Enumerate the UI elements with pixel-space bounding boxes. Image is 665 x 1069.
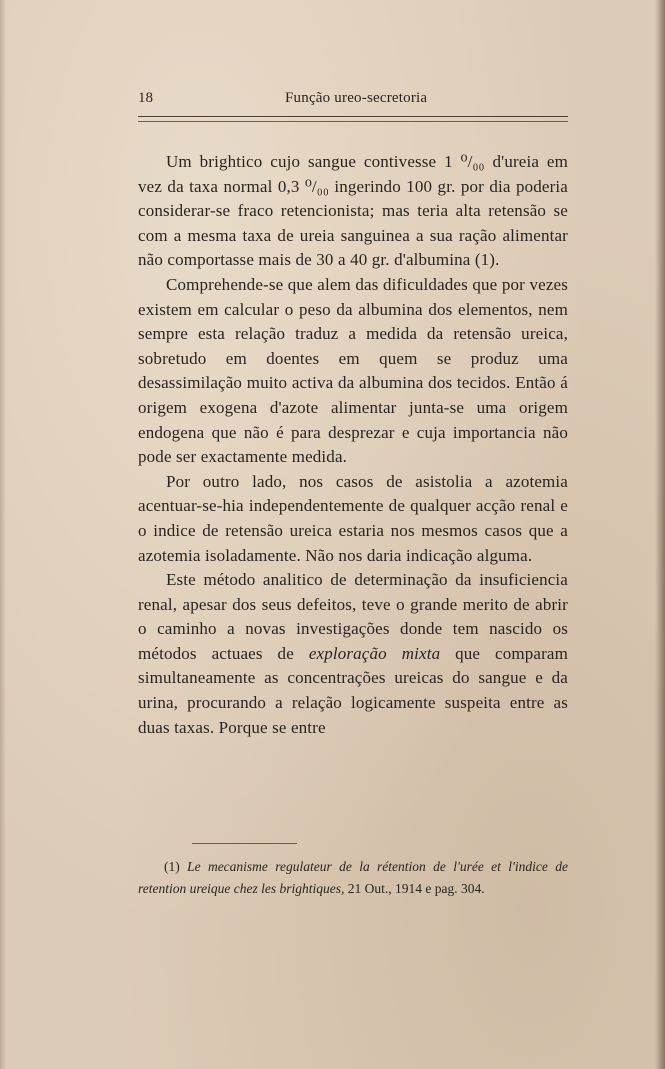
page-right-edge-shadow xyxy=(655,0,665,1069)
paragraph xyxy=(138,150,568,273)
text-run: Este método analitico de determinação da insuficiencia renal, apesar dos seus defeitos, teve o grande merito de abrir o caminho a novas investigações donde tem nascido os métodos actuaes de xyxy=(138,570,568,663)
page-header xyxy=(138,88,568,110)
text-run: (1) xyxy=(164,859,188,874)
paragraph xyxy=(138,273,568,470)
text-run: que comparam simultaneamente as concentrações ureicas do sangue e da urina, procurando a relação logicamente suspeita entre as duas taxas. Porque se entre xyxy=(138,643,568,737)
italic-text: Le mecanisme regulateur de la rétention de l'urée et l'indice de retention ureique chez les brightiques, xyxy=(138,859,568,896)
page-left-edge-shadow xyxy=(0,0,6,1069)
text-run: Por outro lado, nos casos de asistolia a azotemia acentuar-se-hia independentemente de qualquer acção renal e o indice de retensão ureica estaria nos mesmos casos que a azotemia isoladamente. Não nos daria indicação alguma. xyxy=(138,471,568,565)
paragraph xyxy=(138,568,568,740)
italic-text: exploração mixta xyxy=(308,643,441,663)
footnote xyxy=(138,856,568,900)
text-run: 21 Out., 1914 e pag. 304. xyxy=(344,881,485,896)
page-number: 18 xyxy=(138,90,153,106)
text-run: Um brightico cujo sangue contivesse 1 ⁰/₀₀ d'ureia em vez da taxa normal 0,3 ⁰/₀₀ ingerindo 100 gr. por dia poderia considerar-se fraco retencionista; mas teria alta retensão se com a mesma taxa de ureia sanguinea a sua ração alimentar não comportasse mais de 30 a 40 gr. d'albumina (1). xyxy=(138,152,568,270)
header-rule-thin xyxy=(138,121,568,122)
header-rule xyxy=(138,116,568,117)
body-text xyxy=(138,150,568,740)
paragraph xyxy=(138,470,568,568)
footnote-paragraph xyxy=(138,856,568,900)
text-run: Comprehende-se que alem das dificuldades que por vezes existem em calcular o peso da albumina dos elementos, nem sempre esta relação traduz a medida da retensão ureica, sobretudo em doentes em quem se produz uma desassimilação muito activa da albumina dos tecidos. Então á origem exogena d'azote alimentar junta-se uma origem endogena que não é para desprezar e cuja importancia não pode ser exactamente medida. xyxy=(138,274,568,467)
footnote-rule xyxy=(192,843,297,844)
running-title: Função ureo-secretoria xyxy=(285,90,428,106)
